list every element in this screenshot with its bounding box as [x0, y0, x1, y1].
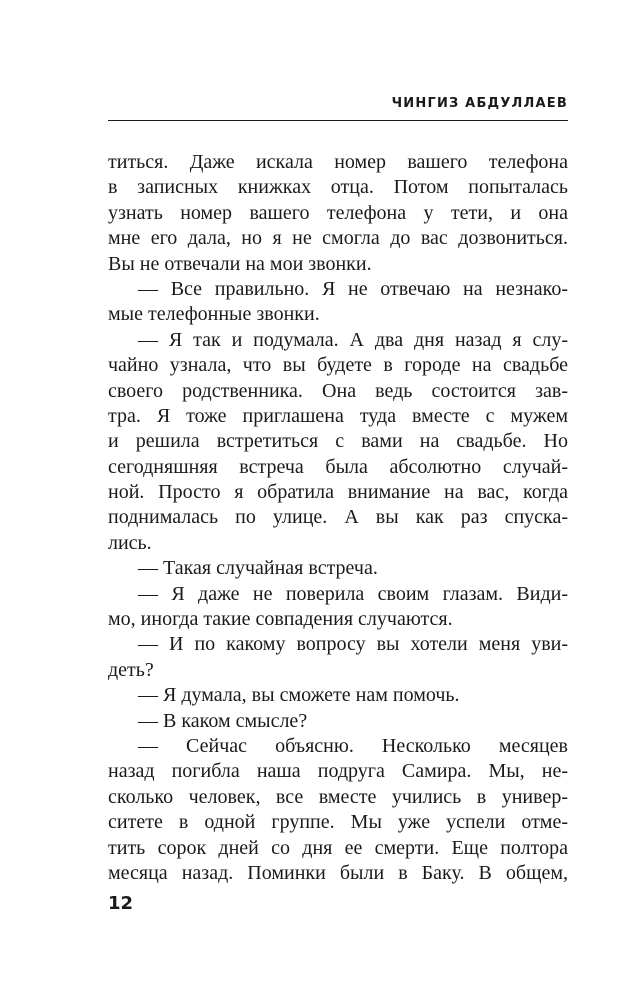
text-line: сегодняшняя встреча была абсолютно случай- — [108, 455, 568, 478]
text-line: — Я думала, вы сможете нам помочь. — [138, 684, 460, 707]
text-line: тра. Я тоже приглашена туда вместе с мужем — [108, 404, 568, 427]
text-line: узнать номер вашего телефона у тети, и она — [108, 201, 568, 224]
text-line: — Я даже не поверила своим глазам. Види- — [138, 582, 568, 605]
text-line: назад погибла наша подруга Самира. Мы, не- — [108, 760, 568, 783]
text-line: тить сорок дней со дня ее смерти. Еще полтора — [108, 836, 568, 859]
text-line: чайно узнала, что вы будете в городе на свадьбе — [108, 354, 568, 377]
text-line: и решила встретиться с вами на свадьбе. Но — [108, 430, 568, 453]
text-line: ситете в одной группе. Мы уже успели отме- — [108, 811, 568, 834]
text-line: в записных книжках отца. Потом попыталась — [108, 176, 568, 199]
text-line: титься. Даже искала номер вашего телефона — [108, 151, 568, 173]
running-head — [108, 88, 568, 121]
body-text — [108, 150, 568, 886]
text-line: — Я так и подумала. А два дня назад я слу- — [138, 328, 568, 351]
text-line: поднималась по улице. А вы как раз спуска- — [108, 506, 568, 529]
text-line: деть? — [108, 658, 154, 681]
text-line: — В каком смысле? — [138, 709, 308, 732]
text-line: своего родственника. Она ведь состоится зав- — [108, 379, 568, 402]
text-line: — Такая случайная встреча. — [138, 557, 378, 580]
text-line: мые телефонные звонки. — [108, 303, 320, 326]
text-line: — И по какому вопросу вы хотели меня уви- — [138, 633, 568, 656]
text-line: ной. Просто я обратила внимание на вас, когда — [108, 481, 568, 504]
page-number: 12 — [108, 893, 134, 914]
text-line: — Сейчас объясню. Несколько месяцев — [138, 734, 568, 757]
text-line: Вы не отвечали на мои звонки. — [108, 252, 372, 275]
text-line: лись. — [108, 531, 152, 554]
text-line: месяца назад. Поминки были в Баку. В общем, — [108, 861, 568, 884]
text-line: — Все правильно. Я не отвечаю на незнако- — [138, 277, 568, 300]
text-line: мне его дала, но я не смогла до вас дозвониться. — [108, 227, 568, 250]
text-line: сколько человек, все вместе учились в универ- — [108, 785, 568, 808]
text-line: мо, иногда такие совпадения случаются. — [108, 608, 453, 631]
running-head-author: ЧИНГИЗ АБДУЛЛАЕВ — [391, 96, 568, 111]
